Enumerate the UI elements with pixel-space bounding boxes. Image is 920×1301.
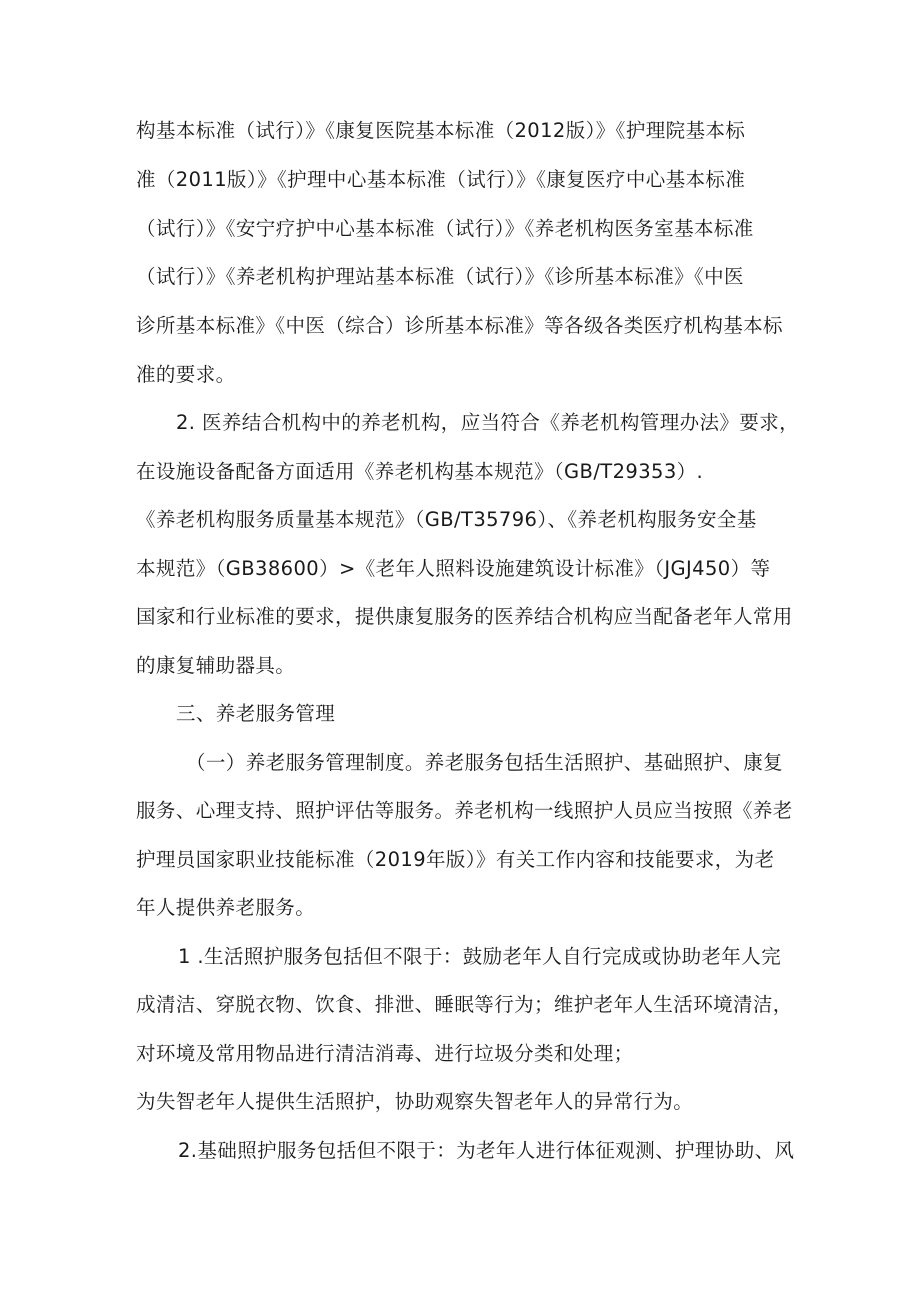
text-line: （一）养老服务管理制度。养老服务包括生活照护、基础照护、康复 [186,751,784,774]
text-line: 构基本标准（试行）》《康复医院基本标准（2012版）》《护理院基本标 [136,119,746,142]
text-line: 1 .生活照护服务包括但不限于：鼓励老年人自行完成或协助老年人完 [178,945,782,968]
text-line: 诊所基本标准》《中医（综合）诊所基本标准》等各级各类医疗机构基本标 [136,314,783,337]
section-heading: 三、养老服务管理 [176,702,336,725]
text-line: 对环境及常用物品进行清洁消毒、进行垃圾分类和处理； [136,1042,634,1065]
text-line: 护理员国家职业技能标准（2019年版）》有关工作内容和技能要求，为老 [136,848,775,871]
text-line: （试行）》《安宁疗护中心基本标准（试行）》《养老机构医务室基本标准 [136,217,754,240]
text-line: 服务、心理支持、照护评估等服务。养老机构一线照护人员应当按照《养老 [136,799,793,822]
text-line: 2. 医养结合机构中的养老机构，应当符合《养老机构管理办法》要求， [176,411,800,434]
text-line: 准（2011版）》《护理中心基本标准（试行）》《康复医疗中心基本标准 [136,168,746,191]
text-line: （试行）》《养老机构护理站基本标准（试行）》《诊所基本标准》《中医 [136,265,744,288]
text-line: 2.基础照护服务包括但不限于：为老年人进行体征观测、护理协助、风 [178,1139,795,1162]
text-line: 为失智老年人提供生活照护，协助观察失智老年人的异常行为。 [136,1090,694,1113]
text-line: 的康复辅助器具。 [136,654,296,677]
text-line: 准的要求。 [136,363,236,386]
text-line: 《养老机构服务质量基本规范》（GB/T35796）、《养老机构服务安全基 [136,508,757,531]
text-line: 本规范》（GB38600）>《老年人照料设施建筑设计标准》（JGJ450）等 [136,557,771,580]
text-line: 成清洁、穿脱衣物、饮食、排泄、睡眠等行为；维护老年人生活环境清洁， [136,993,793,1016]
text-line: 年人提供养老服务。 [136,896,316,919]
text-line: 国家和行业标准的要求，提供康复服务的医养结合机构应当配备老年人常用 [136,605,793,628]
text-line: 在设施设备配备方面适用《养老机构基本规范》（GB/T29353）. [136,460,704,483]
